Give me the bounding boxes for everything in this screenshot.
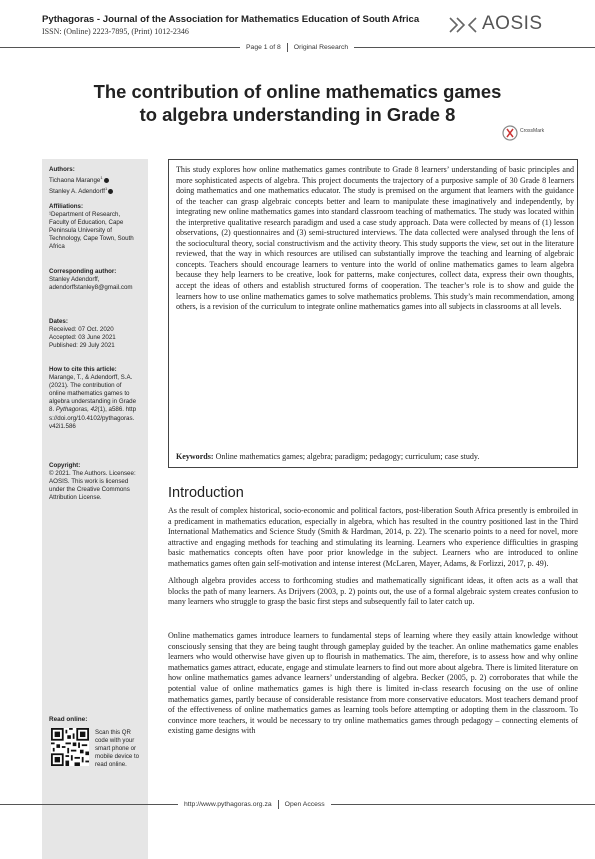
abstract-text: This study explores how online mathematics games contribute to Grade 8 learners’ understanding of basic principles and more sophisticated aspects of algebra. This project documents the trajectory of a purposive sample of 30 Grade 8 learners doing mathematics and one mathematics educator. The study is premised on the argument that learners with the guidance of the teacher can grasp algebraic concepts better and learn to manipulate these imaginatively and independently, by integrating new online mathematics games into standard classroom teaching of mathematics. The study was located within the interpretive qualitative research paradigm and used a case study approach. Data were collected by means of (1) lesson observations, (2) questionnaires and (3) semi-structured interviews. The data collected were analysed through the lens of the sociocultural theory, social constructivism and the activity theory. This study supports the view, set out in the literature reviewed, that the way in which resources are utilised can substantially improve the teaching and learning of algebraic concepts. Teachers should encourage learners to venture into the world of online mathematics games to learn algebra because they help learners to be creative, look for patterns, make conjectures, collect data, express their own thoughts, accept the ideas of others and establish structured forms of cooperation. The teacher’s role is to show and guide the learners how to use online mathematics games to solve mathematics problems. This study’s main recommendation, among others, is a revision of the curriculum to integrate online mathematics games into all subjects in classrooms at all levels. xyxy=(176,165,574,312)
keywords-text: Online mathematics games; algebra; paradigm; pedagogy; curriculum; case study. xyxy=(215,452,480,461)
header-box xyxy=(240,41,354,53)
affiliations-label: Affiliations: xyxy=(49,203,84,210)
article-title xyxy=(40,80,555,126)
dates-label: Dates: xyxy=(49,318,68,325)
date-published: Published: 29 July 2021 xyxy=(49,342,115,350)
author-1: Tichaona Marange xyxy=(49,177,101,185)
citation-block xyxy=(49,366,137,431)
aosis-logo-icon xyxy=(448,14,478,34)
title-line-2: to algebra understanding in Grade 8 xyxy=(139,104,456,125)
dates-block xyxy=(49,318,137,350)
keywords xyxy=(176,452,576,462)
affiliation-text: ¹Department of Research, Faculty of Education, Cape Peninsula University of Technology, Cape Town, South Africa xyxy=(49,211,134,251)
authors-block xyxy=(49,166,137,196)
page-number: Page 1 of 8 xyxy=(246,43,281,51)
paragraph-2: Although algebra provides access to forthcoming studies and mathematically significant ideas, it often acts as a wall that blocks the path of many learners. As Drijvers (2003, p. 2) points out, the use of a formal algebraic system creates confusion to many learners who struggle to grasp the basic first steps and subsequently fail to later catch up. xyxy=(168,576,578,607)
journal-url[interactable]: http://www.pythagoras.org.za xyxy=(184,800,272,808)
cite-text: Marange, T., & Adendorff, S.A. (2021). The contribution of online mathematics games to algebra understanding in Grade 8. xyxy=(49,374,137,414)
read-online-label: Read online: xyxy=(49,716,88,723)
footer-box xyxy=(178,798,331,810)
affiliations-block xyxy=(49,203,137,252)
article-section: Original Research xyxy=(293,43,349,51)
copyright-label: Copyright: xyxy=(49,462,81,469)
date-accepted: Accepted: 03 June 2021 xyxy=(49,334,116,342)
corresponding-label: Corresponding author: xyxy=(49,268,117,275)
header-separator xyxy=(287,43,288,52)
cite-doi[interactable]: (1), a586. https://doi.org/10.4102/pythagoras.v42i1.586 xyxy=(49,406,137,430)
paragraph-1: As the result of complex historical, socio-economic and political factors, post-liberation South Africa presently is embroiled in a predicament in mathematics education, especially in algebra, which has resulted in the country positioned last in the Third International Mathematics and Science Study (Smith & Hardman, 2014, p. 22). The scenario points to a need for novel, more attractive and engaging methods for teaching and stimulating its learning. Learners who experience difficulties in grasping basic mathematics concepts often have poor prior knowledge in the subject. Learners who are introduced to online mathematics games often gain self-motivation and intense interest (McLaren, Mayer, Adams, & Forlizzi, 2017, p. 49). xyxy=(168,506,578,568)
footer-separator xyxy=(278,800,279,809)
author-1-sup: 1 xyxy=(100,175,103,181)
title-line-1: The contribution of online mathematics games xyxy=(93,81,502,102)
cite-label: How to cite this article: xyxy=(49,366,117,373)
section-heading: Introduction xyxy=(168,485,244,501)
keywords-label: Keywords: xyxy=(176,452,214,461)
crossmark-badge[interactable] xyxy=(502,122,544,146)
corresponding-name: Stanley Adendorff, xyxy=(49,276,100,284)
qr-code-icon[interactable] xyxy=(51,728,89,766)
publisher-logo[interactable] xyxy=(448,13,543,35)
author-2: Stanley A. Adendorff xyxy=(49,188,105,196)
copyright-text: © 2021. The Authors. Licensee: AOSIS. This work is licensed under the Creative Commons Attribution License. xyxy=(49,470,136,502)
logo-text: AOSIS xyxy=(482,13,543,34)
date-received: Received: 07 Oct. 2020 xyxy=(49,326,114,334)
issn: ISSN: (Online) 2223-7895, (Print) 1012-2346 xyxy=(42,27,189,36)
crossmark-label: CrossMark xyxy=(520,128,545,134)
open-access-label: Open Access xyxy=(284,800,325,808)
author-2-sup: 1 xyxy=(104,186,108,192)
crossmark-icon xyxy=(502,125,518,141)
cite-journal: Pythagoras, 42 xyxy=(55,406,98,414)
corresponding-email[interactable]: adendorffstanley8@gmail.com xyxy=(49,284,133,292)
copyright-block xyxy=(49,462,137,502)
paragraph-3: Online mathematics games introduce learners to fundamental steps of learning where they easily attain knowledge without consciously sensing that they are being taught through gameplay guided by the teacher. An online mathematics game enables learners who would otherwise have given up to flourish in mathematics. The aim, therefore, is to assess how and why online mathematics games attract, educate, engage and stimulate learners to find out more about algebra. There is limited literature on how online mathematics games advance learners’ understanding of algebra. Becker (2005, p. 2) corroborates that while the potential value of online mathematics games is high there is limited in-class research focusing on the use of online mathematics games, partly because of considerable resistance from more conservative educators. Most teachers demand proof of the effectiveness of online mathematics games as learning tools before attempting or adopting them in the classroom. To convince more teachers, it would be necessary to try online mathematics games through pedagogy – connecting elements of existing game designs with xyxy=(168,631,578,736)
orcid-icon[interactable] xyxy=(108,189,113,194)
qr-instructions: Scan this QR code with your smart phone or mobile device to read online. xyxy=(95,729,140,768)
authors-label: Authors: xyxy=(49,166,75,173)
orcid-icon[interactable] xyxy=(104,178,109,183)
journal-title: Pythagoras - Journal of the Association for Mathematics Education of South Africa xyxy=(42,14,420,25)
corresponding-block xyxy=(49,268,137,292)
